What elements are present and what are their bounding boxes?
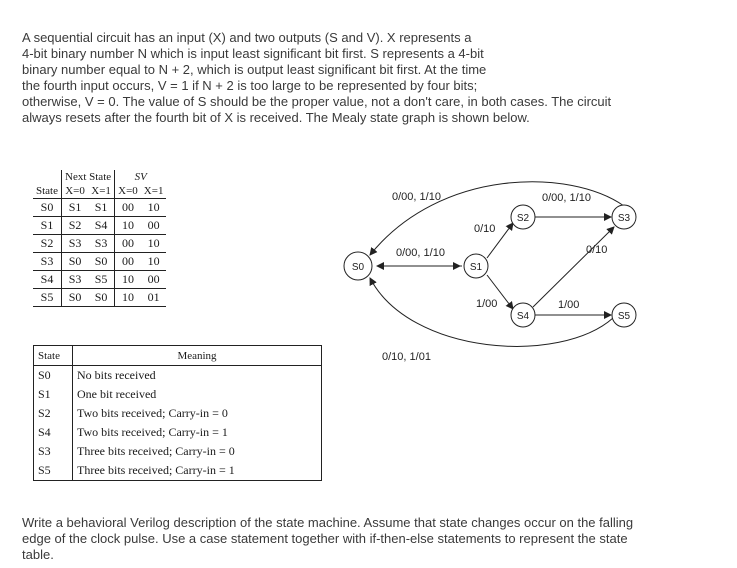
state-header: State <box>33 184 62 199</box>
state-cell: S1 <box>33 217 62 235</box>
edge-label-s4-s5: 1/00 <box>558 299 580 311</box>
state-node-label: S3 <box>617 213 631 224</box>
mealy-state-graph <box>330 160 660 380</box>
x1-header: X=1 <box>88 184 115 199</box>
meaning-cell: Three bits received; Carry-in = 1 <box>73 461 322 481</box>
next-state-cell: S3 <box>62 235 89 253</box>
meaning-row <box>34 423 322 442</box>
meaning-cell: Three bits received; Carry-in = 0 <box>73 442 322 461</box>
state-row <box>33 235 166 253</box>
state-cell: S3 <box>33 253 62 271</box>
state-row <box>33 271 166 289</box>
intro-line: A sequential circuit has an input (X) and two outputs (S and V). X represents a <box>22 30 472 45</box>
edge-s4-s3 <box>533 227 614 307</box>
state-cell: S2 <box>34 404 73 423</box>
next-state-cell: S0 <box>88 289 115 307</box>
state-node-label: S5 <box>617 311 631 322</box>
x0-header: X=0 <box>62 184 89 199</box>
state-node-label: S2 <box>516 213 530 224</box>
state-cell: S5 <box>34 461 73 481</box>
state-row <box>33 199 166 217</box>
state-node-s1 <box>464 254 488 278</box>
output-cell: 00 <box>141 271 167 289</box>
output-cell: 10 <box>115 289 141 307</box>
output-cell: 00 <box>115 199 141 217</box>
meaning-row <box>34 385 322 404</box>
state-row <box>33 289 166 307</box>
state-cell: S0 <box>34 366 73 386</box>
next-state-header: Next State <box>62 170 115 184</box>
state-cell: S5 <box>33 289 62 307</box>
edge-label-s4-s3: 0/10 <box>586 244 608 256</box>
state-node-s0 <box>344 252 372 280</box>
task-line: table. <box>22 547 54 562</box>
task-line: Write a behavioral Verilog description of the state machine. Assume that state changes occur on the falling <box>22 515 634 530</box>
state-cell: S2 <box>33 235 62 253</box>
output-cell: 10 <box>115 217 141 235</box>
edge-label-s1-s0: 0/00, 1/10 <box>396 247 445 259</box>
output-cell: 10 <box>141 235 167 253</box>
task-line: edge of the clock pulse. Use a case statement together with if-then-else statements to represent the state <box>22 531 628 546</box>
meaning-table <box>33 345 322 481</box>
intro-line: otherwise, V = 0. The value of S should be the proper value, not a don't care, in both cases. The circuit <box>22 94 612 109</box>
intro-line: 4-bit binary number N which is input least significant bit first. S represents a 4-bit <box>22 46 484 61</box>
sv-header: SV <box>134 171 147 183</box>
meaning-cell: Two bits received; Carry-in = 1 <box>73 423 322 442</box>
meaning-cell: Two bits received; Carry-in = 0 <box>73 404 322 423</box>
output-cell: 00 <box>115 235 141 253</box>
state-cell: S0 <box>33 199 62 217</box>
edge-label-s3-s0: 0/00, 1/10 <box>392 191 441 203</box>
next-state-cell: S0 <box>62 253 89 271</box>
next-state-cell: S2 <box>62 217 89 235</box>
next-state-cell: S0 <box>62 289 89 307</box>
state-cell: S4 <box>34 423 73 442</box>
output-cell: 01 <box>141 289 167 307</box>
x0-header: X=0 <box>115 184 141 199</box>
state-header: State <box>34 346 73 366</box>
state-node-s5 <box>612 303 636 327</box>
meaning-cell: One bit received <box>73 385 322 404</box>
meaning-row <box>34 366 322 386</box>
next-state-cell: S5 <box>88 271 115 289</box>
output-cell: 00 <box>141 217 167 235</box>
edge-label-s5-s0: 0/10, 1/01 <box>382 351 431 363</box>
state-node-label: S0 <box>351 262 365 273</box>
edge-label-s1-s4: 1/00 <box>476 298 498 310</box>
meaning-header: Meaning <box>73 346 322 366</box>
meaning-row <box>34 461 322 481</box>
output-cell: 00 <box>115 253 141 271</box>
state-cell: S3 <box>34 442 73 461</box>
intro-line: the fourth input occurs, V = 1 if N + 2 is too large to be represented by four bits; <box>22 78 478 93</box>
meaning-row <box>34 404 322 423</box>
next-state-cell: S4 <box>88 217 115 235</box>
meaning-row <box>34 442 322 461</box>
output-cell: 10 <box>115 271 141 289</box>
edge-label-s2-s3: 0/00, 1/10 <box>542 192 591 204</box>
output-cell: 10 <box>141 199 167 217</box>
edge-s5-s0 <box>370 278 613 346</box>
intro-line: binary number equal to N + 2, which is output least significant bit first. At the time <box>22 62 487 77</box>
state-node-s2 <box>511 205 535 229</box>
state-cell: S4 <box>33 271 62 289</box>
state-cell: S1 <box>34 385 73 404</box>
next-state-cell: S3 <box>88 235 115 253</box>
state-table <box>33 170 166 307</box>
problem-intro <box>22 30 722 126</box>
state-node-s4 <box>511 303 535 327</box>
problem-task <box>22 515 722 563</box>
state-node-label: S4 <box>516 311 530 322</box>
next-state-cell: S1 <box>62 199 89 217</box>
state-node-s3 <box>612 205 636 229</box>
intro-line: always resets after the fourth bit of X is received. The Mealy state graph is shown below. <box>22 110 530 125</box>
meaning-cell: No bits received <box>73 366 322 386</box>
next-state-cell: S3 <box>62 271 89 289</box>
edge-label-s1-s2: 0/10 <box>474 223 496 235</box>
next-state-cell: S1 <box>88 199 115 217</box>
next-state-cell: S0 <box>88 253 115 271</box>
output-cell: 10 <box>141 253 167 271</box>
state-node-label: S1 <box>469 262 483 273</box>
state-row <box>33 217 166 235</box>
state-row <box>33 253 166 271</box>
x1-header: X=1 <box>141 184 167 199</box>
